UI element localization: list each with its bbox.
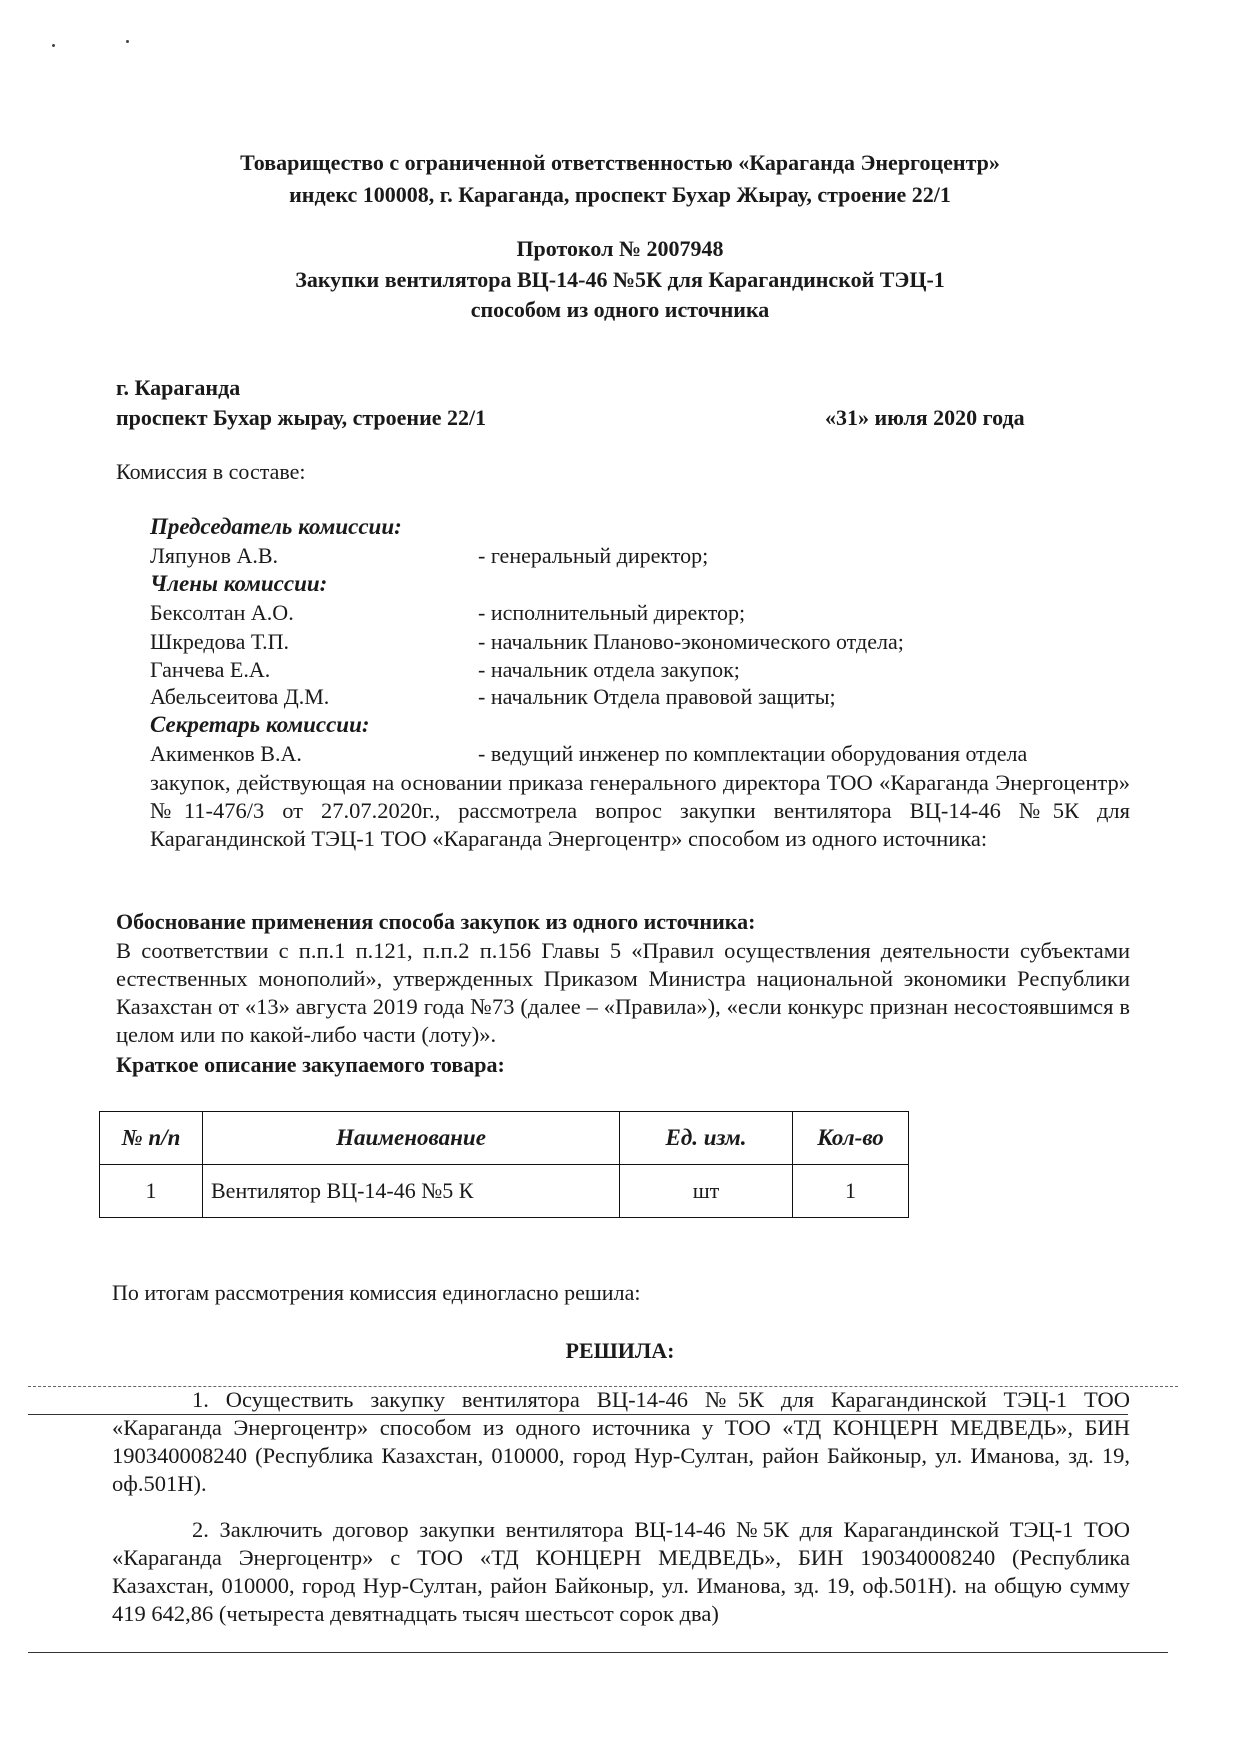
decision-item-1-block	[112, 1386, 1130, 1498]
member-role: - исполнительный директор;	[478, 600, 746, 625]
org-name: Товарищество с ограниченной ответственностью «Караганда Энергоцентр»	[240, 150, 1000, 175]
justification-block	[116, 937, 1130, 1049]
decision-item-2-block	[112, 1516, 1130, 1628]
protocol-method: способом из одного источника	[470, 297, 770, 322]
scan-line	[28, 1414, 1128, 1415]
chair-role: - генеральный директор;	[478, 543, 709, 568]
cell-number: 1	[100, 1165, 203, 1218]
goods-heading: Краткое описание закупаемого товара:	[116, 1052, 505, 1077]
secretary-role: - ведущий инженер по комплектации оборудования отдела	[478, 741, 1028, 766]
column-header-name: Наименование	[203, 1112, 620, 1165]
protocol-number: Протокол № 2007948	[516, 236, 724, 261]
member-name: Шкредова Т.П.	[150, 629, 290, 654]
member-name: Абельсеитова Д.М.	[150, 684, 330, 709]
secretary-heading: Секретарь комиссии:	[150, 712, 370, 737]
members-heading: Члены комиссии:	[150, 571, 328, 596]
decision-item-1: 1. Осуществить закупку вентилятора ВЦ-14-46 №5К для Карагандинской ТЭЦ-1 ТОО «Караганда Энергоцентр» способом из одного источника у ТОО «ТД КОНЦЕРН МЕДВЕДЬ», БИН 190340008240 (Республика Казахстан, 010000, город Нур-Султан, район Байконыр, ул. Иманова, зд. 19, оф.501Н).	[112, 1387, 1130, 1496]
commission-intro: Комиссия в составе:	[116, 459, 306, 484]
org-address: индекс 100008, г. Караганда, проспект Бухар Жырау, строение 22/1	[289, 182, 951, 207]
table-row	[100, 1165, 909, 1218]
protocol-subject: Закупки вентилятора ВЦ-14-46 №5К для Карагандинской ТЭЦ-1	[295, 267, 945, 292]
chair-name: Ляпунов А.В.	[150, 543, 279, 568]
member-role: - начальник Планово-экономического отдела;	[478, 629, 904, 654]
scan-speck	[52, 44, 55, 47]
cell-name: Вентилятор ВЦ-14-46 №5 К	[203, 1165, 620, 1218]
justification-text: В соответствии с п.п.1 п.121, п.п.2 п.156 Главы 5 «Правил осуществления деятельности субъектами естественных монополий», утвержденных Приказом Министра национальной экономики Республики Казахстан от «13» августа 2019 года №73 (далее – «Правила»), «если конкурс признан несостоявшимся в целом или по какой-либо части (лоту)».	[116, 938, 1130, 1047]
member-role: - начальник Отдела правовой защиты;	[478, 684, 836, 709]
member-name: Бексолтан А.О.	[150, 600, 294, 625]
place-address: проспект Бухар жырау, строение 22/1	[116, 405, 487, 430]
column-header-qty: Кол-во	[793, 1112, 909, 1165]
secretary-continuation	[150, 769, 1130, 853]
decision-intro: По итогам рассмотрения комиссия единогласно решила:	[112, 1280, 641, 1305]
scan-speck	[126, 40, 129, 43]
secretary-name: Акименков В.А.	[150, 741, 302, 766]
page-bottom-rule	[28, 1652, 1168, 1653]
justification-heading: Обоснование применения способа закупок из одного источника:	[116, 909, 756, 934]
chair-heading: Председатель комиссии:	[150, 514, 402, 539]
goods-table	[99, 1111, 909, 1218]
column-header-unit: Ед. изм.	[620, 1112, 793, 1165]
member-name: Ганчева Е.А.	[150, 657, 271, 682]
cell-qty: 1	[793, 1165, 909, 1218]
commission-decision-text: закупок, действующая на основании приказа генерального директора ТОО «Караганда Энергоцентр» №11-476/3 от 27.07.2020г., рассмотрела вопрос закупки вентилятора ВЦ-14-46 №5К для Карагандинской ТЭЦ-1 ТОО «Караганда Энергоцентр» способом из одного источника:	[150, 770, 1130, 851]
protocol-date: «31» июля 2020 года	[825, 405, 1025, 430]
table-header-row	[100, 1112, 909, 1165]
place-city: г. Караганда	[116, 375, 241, 400]
column-header-number: № п/п	[100, 1112, 203, 1165]
member-role: - начальник отдела закупок;	[478, 657, 740, 682]
decision-heading: РЕШИЛА:	[565, 1338, 675, 1363]
decision-item-2: 2. Заключить договор закупки вентилятора ВЦ-14-46 №5К для Карагандинской ТЭЦ-1 ТОО «Караганда Энергоцентр» с ТОО «ТД КОНЦЕРН МЕДВЕДЬ», БИН 190340008240 (Республика Казахстан, 010000, город Нур-Султан, район Байконыр, ул. Иманова, зд. 19, оф.501Н). на общую сумму 419 642,86 (четыреста девятнадцать тысяч шестьсот сорок два)	[112, 1517, 1130, 1626]
cell-unit: шт	[620, 1165, 793, 1218]
